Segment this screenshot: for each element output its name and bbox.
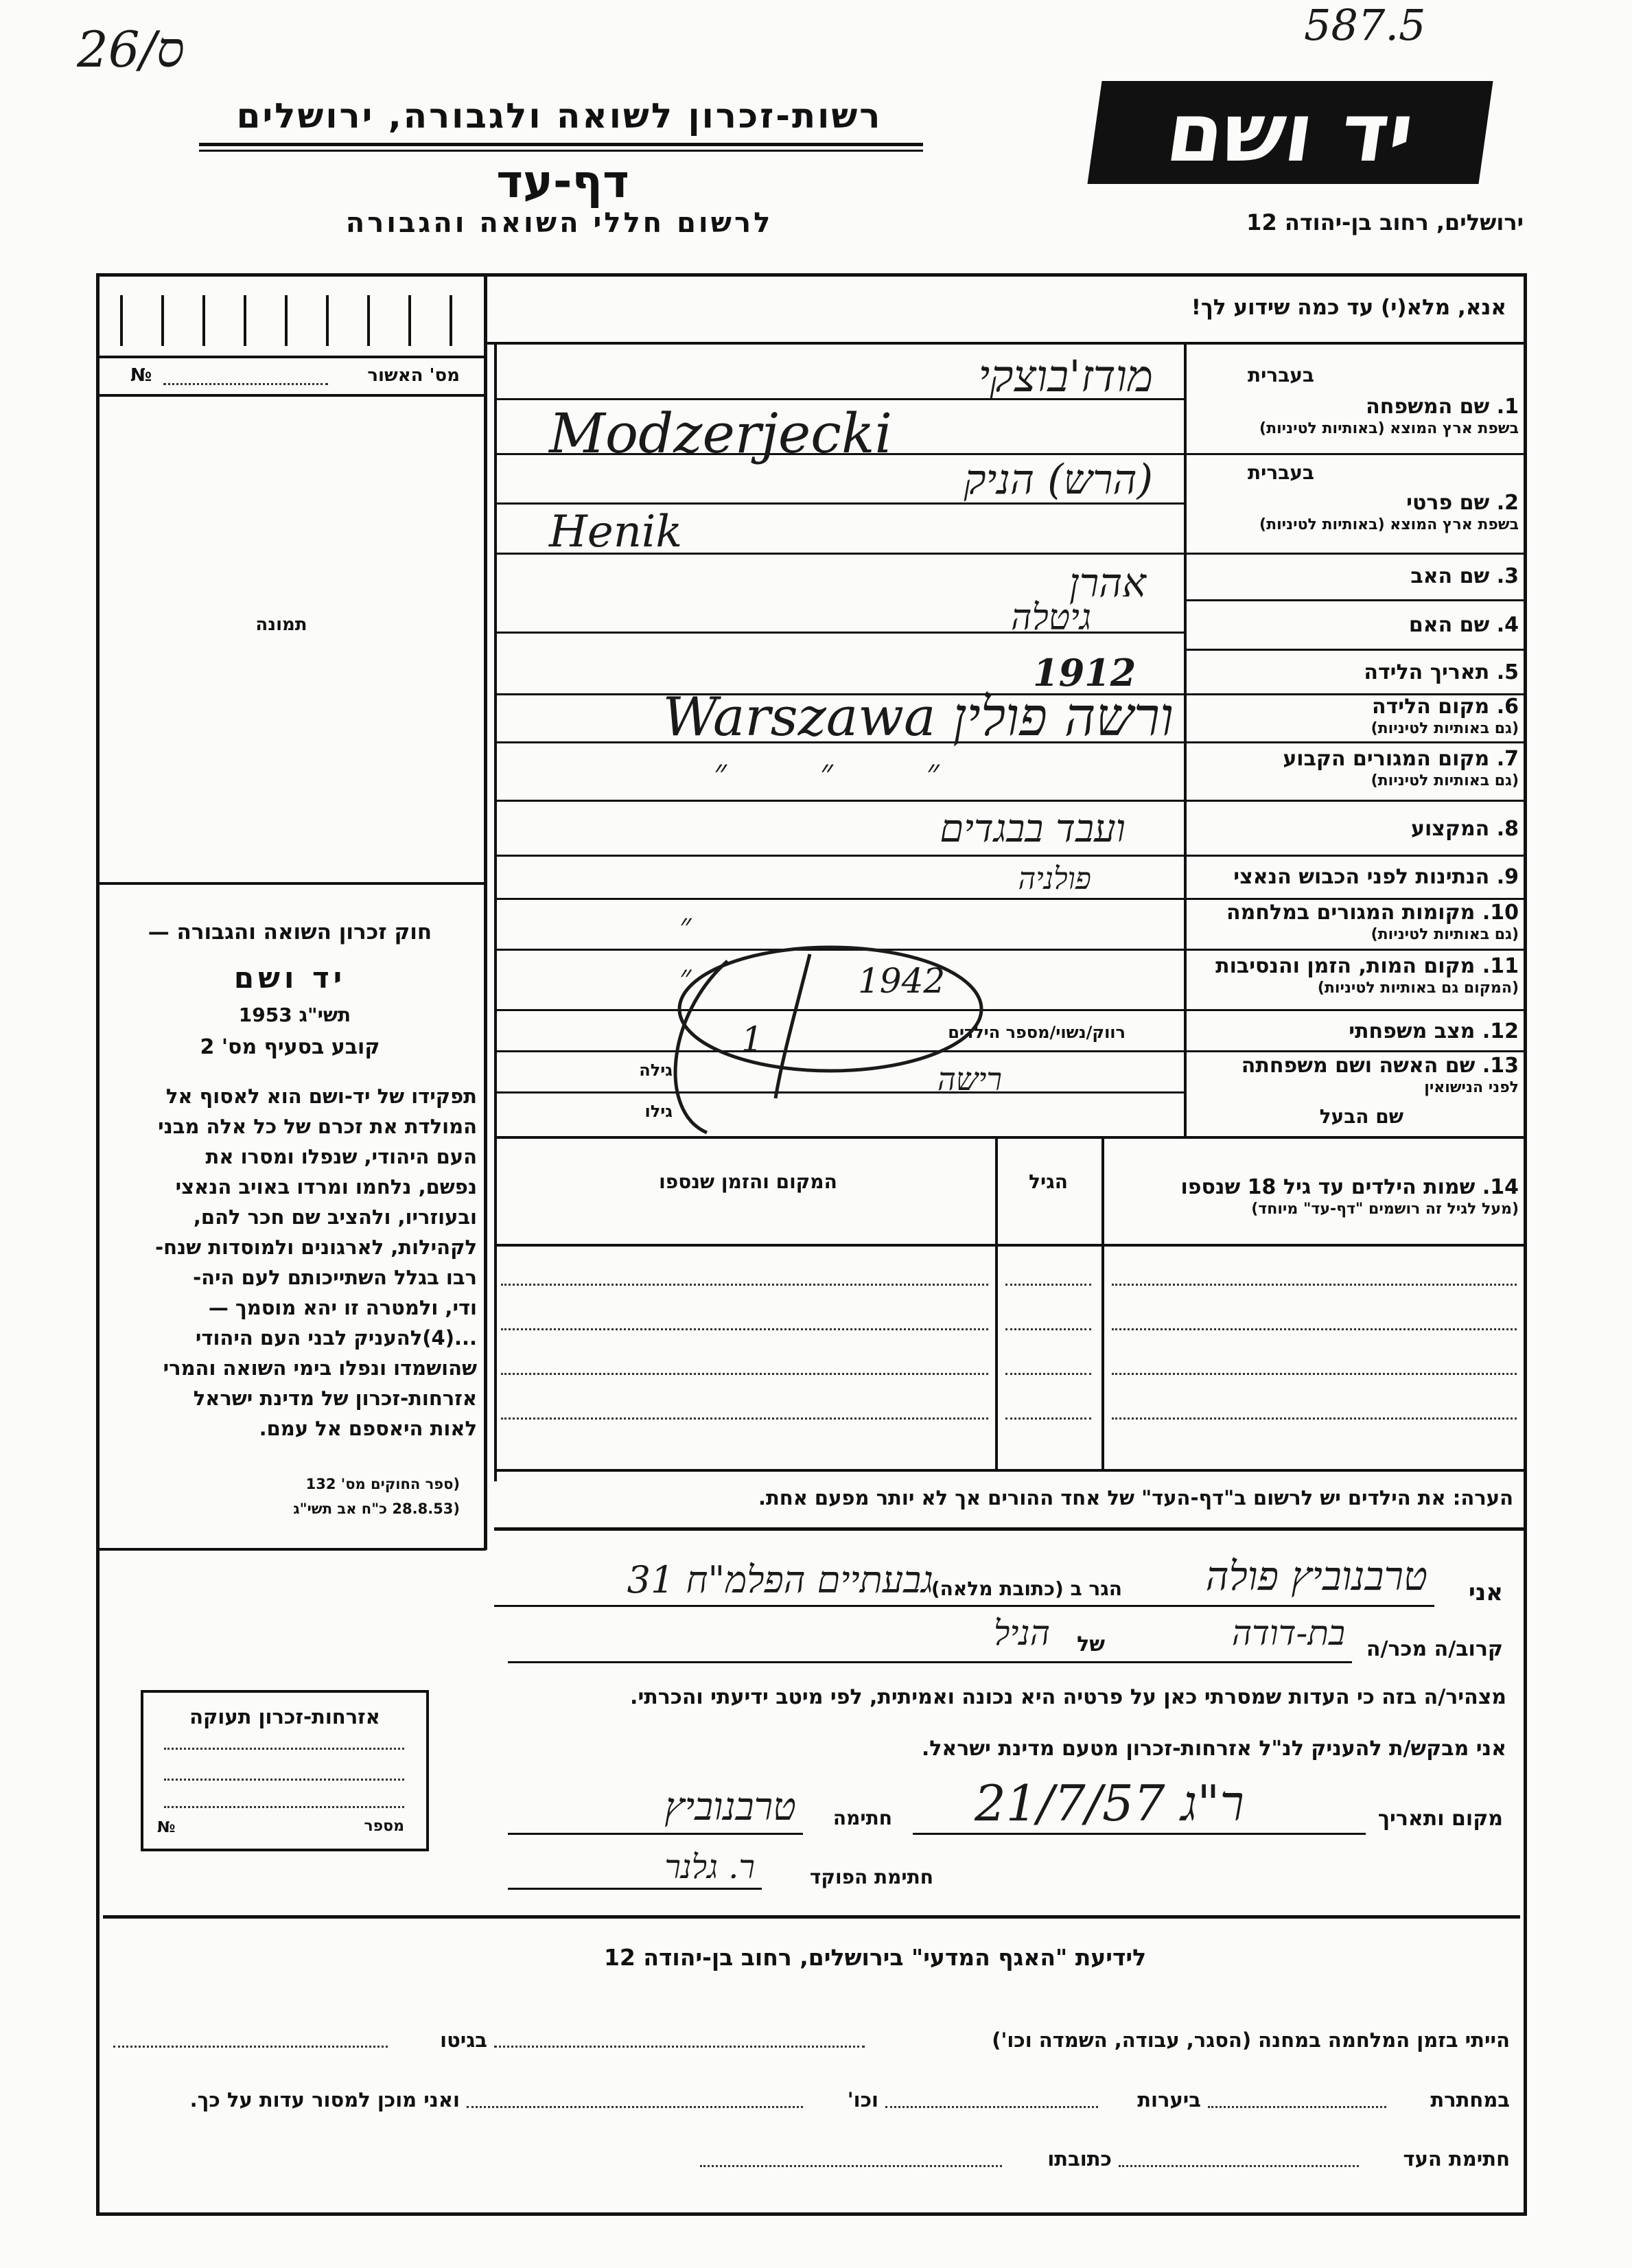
hw-war-places-ditto: ״	[679, 906, 692, 943]
marital-options: רווק/נשוי/מספר הילדים	[948, 1023, 1126, 1042]
residing-sub: (כתובת מלאה)	[931, 1577, 1064, 1600]
hw-witness-address: גבעתיים הפלמ"ח 31	[627, 1558, 933, 1601]
law-text-block	[103, 1081, 477, 1444]
hw-relation-of: הניל	[993, 1613, 1050, 1653]
field-12-label	[1349, 1019, 1519, 1043]
row-sep	[1184, 1050, 1527, 1052]
row-sep	[1184, 949, 1527, 951]
signature-line	[508, 1833, 803, 1835]
org-underline-2	[199, 150, 923, 152]
footer-line1-dots-2	[113, 2039, 388, 2048]
children-col-divider-1	[1101, 1136, 1104, 1469]
children-row-dots	[1112, 1321, 1517, 1330]
hw-relation: בת-דודה	[1231, 1613, 1345, 1653]
footer-title: לידיעת "האגף המדעי" בירושלים, רחוב בן-יהודה 12	[603, 1944, 1147, 1971]
corner-note-right: 587.5	[1304, 0, 1426, 50]
law-clause: קובע בסעיף מס' 2	[200, 1035, 380, 1059]
footer-line1-prefix: הייתי בזמן המלחמה במחנה (הסגר, עבודה, השמדה וכו')	[992, 2028, 1510, 2052]
residing-text: הגר ב	[1070, 1577, 1122, 1600]
field-sub: (גם באותיות לטיניות)	[1371, 720, 1519, 737]
citizenship-no-label: מספר	[364, 1818, 404, 1835]
approval-label: מס' האשור	[367, 365, 460, 386]
hw-profession: ועבד בבגדים	[940, 807, 1126, 851]
husband-label: שם הבעל	[1319, 1105, 1403, 1128]
wife-age-label: גילה	[639, 1061, 673, 1080]
field-1-label	[1259, 395, 1519, 437]
field-13-label	[1242, 1054, 1519, 1096]
children-row-dots	[1112, 1277, 1517, 1286]
field-9-label	[1233, 865, 1519, 889]
law-name: יד ושם	[233, 961, 347, 995]
hw-birth-year: 1912	[1033, 651, 1136, 695]
field-num: 4.	[1496, 613, 1519, 637]
place-date-label: מקום ותאריך	[1377, 1807, 1503, 1831]
field-5-label	[1364, 660, 1519, 684]
field-num: 11.	[1482, 954, 1519, 978]
field-sub: (גם באותיות לטיניות)	[1371, 772, 1519, 789]
in-hebrew-label-2: בעברית	[1247, 461, 1314, 484]
law-year-hebrew: תשי"ג	[299, 1004, 351, 1026]
law-text-line: שהושמדו ונפלו בימי השואה והמרי	[163, 1356, 477, 1380]
field-4-label	[1409, 613, 1519, 637]
field-text: שם האם	[1408, 613, 1490, 637]
children-subheader: (מעל לגיל זה רושמים "דף-עד" מיוחד)	[1251, 1201, 1519, 1218]
hw-mother: גיטלה	[1011, 597, 1091, 638]
field-num: 10.	[1482, 901, 1519, 925]
official-signature-line	[508, 1888, 762, 1890]
field-sub: בשפת ארץ המוצא (באותיות לטיניות)	[1259, 516, 1519, 533]
approval-dots	[163, 364, 328, 385]
hw-children-count: 1	[741, 1019, 763, 1059]
footer-line3-dots	[700, 2158, 1002, 2167]
field-sub: בשפת ארץ המוצא (באותיות לטיניות)	[1259, 420, 1519, 437]
law-text-line: רבו בגלל השתייכותם לעם היה-	[193, 1266, 477, 1289]
residing-label	[931, 1577, 1122, 1600]
law-title: חוק זכרון השואה והגבורה —	[148, 920, 432, 945]
children-row-dots	[501, 1411, 988, 1420]
logo-text: יד ושם	[1161, 85, 1420, 180]
citizenship-box-title: אזרחות-זכרון תעוקה	[189, 1705, 380, 1728]
approval-no-sign: №	[130, 365, 152, 386]
footer-line1-suffix: בגיטו	[440, 2028, 487, 2052]
header-address: ירושלים, רחוב בן-יהודה 12	[1246, 209, 1524, 235]
field-text: שם האב	[1410, 564, 1490, 588]
field-sub: לפני הנישואין	[1424, 1079, 1519, 1096]
hw-given-latin: Henik	[549, 507, 683, 557]
row-sep	[1184, 599, 1527, 601]
hw-death-year: 1942	[858, 961, 946, 1001]
hw-witness-name: טרבנוביץ פולה	[1205, 1553, 1427, 1599]
children-row-dots	[1112, 1366, 1517, 1375]
field-num: 2.	[1496, 491, 1519, 515]
children-age-col: הגיל	[1029, 1170, 1068, 1193]
law-text-line: לאות היאספם אל עמם.	[259, 1417, 477, 1440]
form-subtitle: לרשום חללי השואה והגבורה	[345, 207, 773, 239]
children-col-divider-2	[995, 1136, 998, 1469]
footer-line2-d: ואני מוכן למסור עדות על כך.	[189, 2088, 460, 2111]
gazette-line-1: (ספר החוקים מס' 132	[305, 1476, 460, 1492]
hw-scribble	[604, 934, 1016, 1139]
note-line	[494, 1527, 1527, 1531]
photo-bottom-line	[96, 882, 486, 885]
law-year-number: 1953	[238, 1004, 292, 1026]
form-title: דף-עד	[496, 155, 629, 208]
children-row-dots	[501, 1321, 988, 1330]
footer-line3-b: כתובתו	[1047, 2147, 1112, 2171]
field-sub: (המקום גם באותיות לטיניות)	[1317, 980, 1519, 997]
field-num: 12.	[1482, 1019, 1519, 1043]
field-num: 1.	[1496, 395, 1519, 419]
row-sep	[1184, 800, 1527, 802]
field-text: תאריך הלידה	[1364, 660, 1490, 684]
form-intro: אנא, מלא(י) עד כמה שידוע לך!	[1191, 295, 1506, 320]
law-year	[103, 1004, 477, 1026]
children-place-col: המקום והזמן שנספו	[659, 1170, 837, 1193]
inner-left-border	[494, 342, 497, 1481]
law-text-line: תפקידו של יד-ושם הוא לאסוף אל	[165, 1085, 477, 1108]
row-sep	[1184, 649, 1527, 651]
children-row-dots	[501, 1366, 988, 1375]
hw-official-signature: ר. גלנר	[664, 1848, 755, 1886]
row-sep	[1184, 741, 1527, 743]
field-text: שם המשפחה	[1366, 395, 1490, 419]
footer-line2-b: ביערות	[1137, 2088, 1201, 2111]
children-bottom-line	[494, 1469, 1527, 1472]
hw-wife: רישה	[937, 1061, 1002, 1098]
children-row-dots	[1005, 1411, 1091, 1420]
hw-given-hebrew: (הרש) הניק	[964, 456, 1153, 504]
footer-line2-dots	[467, 2099, 803, 2108]
in-hebrew-label-1: בעברית	[1247, 364, 1314, 386]
law-bottom-line	[96, 1548, 486, 1551]
footer-line2-c: וכו'	[847, 2088, 878, 2111]
law-text-line: אזרחות-זכרון של מדינת ישראל	[193, 1387, 477, 1410]
children-row-dots	[1112, 1411, 1517, 1420]
hw-line	[494, 855, 1184, 857]
children-row-dots	[1005, 1277, 1091, 1286]
field-num: 9.	[1496, 865, 1519, 889]
witness-i-label: אני	[1468, 1579, 1503, 1606]
approval-boxes	[120, 295, 463, 346]
row-sep	[1184, 553, 1527, 555]
field-sub: (גם באותיות לטיניות)	[1371, 926, 1519, 943]
labels-divider	[1184, 342, 1187, 1138]
of-label: של	[1077, 1632, 1105, 1656]
field-num: 5.	[1496, 660, 1519, 684]
hw-line	[494, 898, 1184, 900]
field-text: שם פרטי	[1406, 491, 1490, 515]
footer-line2-a: במחתרת	[1430, 2088, 1510, 2111]
signature-label: חתימה	[832, 1807, 892, 1829]
field-7-label	[1283, 747, 1519, 789]
hw-death-ditto: ״	[679, 958, 692, 995]
intro-line	[486, 342, 1527, 345]
husband-age-label: גילו	[644, 1102, 673, 1121]
place-date-line	[913, 1833, 1366, 1835]
field-num: 13.	[1482, 1054, 1519, 1078]
footer-line3-a: חתימת העד	[1403, 2147, 1510, 2171]
law-text-line: העם היהודי, שנפלו ומסרו את	[205, 1145, 477, 1168]
row-sep	[1184, 1009, 1527, 1011]
footer-line1-dots	[494, 2039, 865, 2048]
law-text-line: לקהילות, לארגונים ולמוסדות שנח-	[155, 1236, 477, 1259]
org-underline	[199, 143, 923, 146]
field-text: המקצוע	[1410, 817, 1490, 841]
hw-birthplace: ורשה פולין Warszawa	[662, 686, 1174, 748]
hw-nationality: פולניה	[1018, 861, 1091, 896]
law-text-line: ובעוזריו, ולהציב שם חכר להם,	[193, 1205, 477, 1229]
corner-note-left: 26/ס	[77, 21, 185, 78]
citizenship-no-sign: №	[157, 1819, 176, 1836]
photo-top-line	[96, 394, 486, 397]
declaration: מצהיר/ה בזה כי העדות שמסרתי כאן על פרטיה היא נכונה ואמיתית, לפי מיטב ידיעתי והכרתי.	[630, 1685, 1506, 1709]
row-sep	[1184, 855, 1527, 857]
hw-surname-latin: Modzerjecki	[549, 402, 893, 465]
hw-residence-ditto: ״ ״ ״	[714, 752, 981, 791]
field-text: מקום הלידה	[1371, 695, 1490, 719]
children-num: 14.	[1482, 1175, 1519, 1199]
hw-signature: טרבנוביץ	[664, 1785, 796, 1829]
footer-line2-dots	[1208, 2099, 1386, 2108]
hw-father: אהרן	[1069, 559, 1146, 606]
field-6-label	[1371, 695, 1519, 737]
hw-line	[494, 800, 1184, 802]
row-sep	[1184, 898, 1527, 900]
hw-surname-hebrew: מודז'בוצקי	[978, 351, 1153, 402]
law-text-line: ...(4)להעניק לבני העם היהודי	[195, 1326, 477, 1350]
children-row-dots	[1005, 1366, 1091, 1375]
field-3-label	[1410, 564, 1519, 588]
row-sep	[1184, 453, 1527, 455]
children-row-dots	[501, 1277, 988, 1286]
children-row-dots	[1005, 1321, 1091, 1330]
law-text-line: ודי, ולמטרה זו יהא מוסמך —	[208, 1296, 477, 1319]
law-text-line: נפשם, נלחמו ומרדו באויב הנאצי	[175, 1175, 477, 1199]
field-num: 3.	[1496, 564, 1519, 588]
field-text: מקום המגורים הקבוע	[1283, 747, 1490, 771]
children-header-text: שמות הילדים עד גיל 18 שנספו	[1180, 1175, 1476, 1199]
field-text: מצב משפחתי	[1349, 1019, 1476, 1043]
field-text: שם האשה ושם משפחתה	[1241, 1054, 1476, 1078]
gazette-line-2: (28.8.53 כ"ח אב תשי"ג	[293, 1501, 460, 1517]
children-header	[1180, 1175, 1519, 1218]
official-signature-label: חתימת הפוקד	[809, 1866, 933, 1888]
law-text-line: המולדת את זכרם של כל אלה מבני	[158, 1115, 477, 1138]
relative-label: קרוב/ה מכר/ה	[1366, 1637, 1503, 1661]
field-8-label	[1411, 817, 1519, 841]
field-text: מקומות המגורים במלחמה	[1226, 901, 1476, 925]
left-column-divider	[484, 273, 487, 1550]
field-text: הנתינות לפני הכבוש הנאצי	[1233, 865, 1490, 889]
field-text: מקום המות, הזמן והנסיבות	[1215, 954, 1476, 978]
citizenship-box	[141, 1690, 429, 1851]
yad-vashem-logo	[1087, 81, 1493, 184]
field-num: 7.	[1496, 747, 1519, 771]
field-num: 8.	[1496, 817, 1519, 841]
approval-row-line	[96, 356, 486, 358]
field-2-label	[1259, 491, 1519, 533]
hw-place-date: ר"ג 21/7/57	[975, 1774, 1244, 1832]
field-11-label	[1215, 954, 1519, 997]
org-line: רשות-זכרון לשואה ולגבורה, ירושלים	[236, 96, 883, 136]
footer-line3-dots	[1119, 2158, 1359, 2167]
photo-label: תמונה	[255, 614, 307, 635]
relative-line	[508, 1661, 1352, 1663]
field-num: 6.	[1496, 695, 1519, 719]
field-10-label	[1226, 901, 1519, 943]
witness-line	[494, 1605, 1434, 1607]
footer-line2-dots	[885, 2099, 1098, 2108]
request: אני מבקש/ת להעניק לנ"ל אזרחות-זכרון מטעם מדינת ישראל.	[921, 1737, 1506, 1761]
children-header-line	[494, 1244, 1527, 1247]
children-note: הערה: את הילדים יש לרשום ב"דף-העד" של אחד ההורים אך לא יותר מפעם אחת.	[758, 1486, 1513, 1509]
